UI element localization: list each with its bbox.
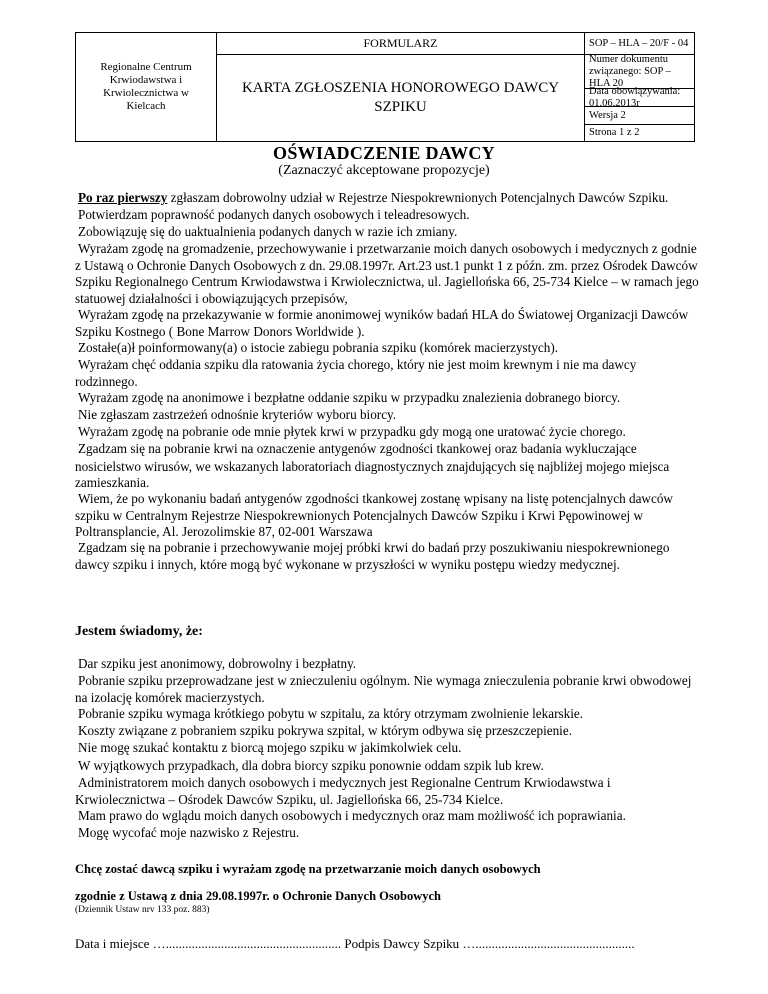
statement-item: Wyrażam zgodę na pobranie ode mnie płytek krwi w przypadku gdy mogą one uratować życie chorego. — [78, 424, 626, 440]
statement-item: Zostałe(a)ł poinformowany(a) o istocie zabiegu pobrania szpiku (komórek macierzystych). — [78, 339, 559, 355]
page-subtitle: (Zaznaczyć akceptowane propozycje) — [278, 163, 490, 178]
document-header — [75, 32, 695, 142]
aware-item: Pobranie szpiku przeprowadzane jest w znieczuleniu ogólnym. Nie wymaga znieczulenia pobranie krwi obwodowej na izolację komórek macierzystych. — [75, 673, 692, 706]
aware-item: W wyjątkowych przypadkach, dla dobra biorcy szpiku ponownie oddam szpik lub krew. — [78, 757, 544, 773]
aware-item: Administratorem moich danych osobowych i medycznych jest Regionalne Centrum Krwiodawstwa i Krwiolecznictwa – Ośrodek Dawców Szpiku, ul. Jagiellońska 66, 25-734 Kielce. — [75, 774, 611, 807]
signature-line: Data i miejsce …...................................................... Podpis Dawcy Szpiku …................................................. — [75, 936, 635, 951]
aware-item: Nie mogę szukać kontaktu z biorcą mojego szpiku w jakimkolwiek celu. — [78, 740, 462, 756]
statement-item: Wyrażam zgodę na anonimowe i bezpłatne oddanie szpiku w przypadku znalezienia dobranego biorcy. — [78, 390, 621, 406]
statement-item: Wyrażam chęć oddania szpiku dla ratowania życia chorego, który nie jest moim krewnym i nie ma dawcy rodzinnego. — [75, 356, 637, 390]
effective-date: Data obowiązywania: 01.06.2013r — [585, 89, 694, 107]
institution-name: Regionalne Centrum Krwiodawstwa i Krwiolecznictwa w Kielcach — [76, 33, 217, 141]
aware-item: Pobranie szpiku wymaga krótkiego pobytu w szpitalu, za który otrzymam zwolnienie lekarskie. — [78, 706, 584, 722]
statement-item: Wyrażam zgodę na gromadzenie, przechowywanie i przetwarzanie moich danych osobowych i medycznych z godnie z Ustawą o Ochronie Danych Osobowych z dn. 29.08.1997r. Art.23 ust.1 punkt 1 z późn. zm. przez Ośrodek Dawców Szpiku Regionalnego Centrum Krwiodawstwa i Krwiolecznictwa, ul. Jagiellońska 66, 25-734 Kielce – w ramach jego statuowej działalności i obowiązujących przepisów, — [75, 241, 699, 306]
page-title: OŚWIADCZENIE DAWCY — [273, 143, 495, 163]
statement-item: Potwierdzam poprawność podanych danych osobowych i teleadresowych. — [78, 207, 470, 223]
law-reference: (Dziennik Ustaw nrv 133 poz. 883) — [75, 905, 210, 915]
form-label: FORMULARZ — [217, 33, 585, 55]
consent-line-2: zgodnie z Ustawą z dnia 29.08.1997r. o Ochronie Danych Osobowych — [75, 889, 441, 903]
statements-list — [75, 190, 700, 573]
aware-item: Mogę wycofać moje nazwisko z Rejestru. — [78, 824, 300, 840]
statement-item: Zgadzam się na pobranie i przechowywanie mojej próbki krwi do badań przy poszukiwaniu niespokrewnionego dawcy szpiku i innych, które mogą być wykonane w przyszłości w wyniku postępu wiedzy medycznej. — [75, 539, 670, 573]
version: Wersja 2 — [585, 107, 694, 125]
statement-item: Wiem, że po wykonaniu badań antygenów zgodności tkankowej zostanę wpisany na listę potencjalnych dawców szpiku w Centralnym Rejestrze Niespokrewnionych Potencjalnych Dawców Szpiku i Krwi Pępowinowej w Poltransplancie, Al. Jerozolimskie 87, 02-001 Warszawa — [75, 490, 673, 539]
statement-item: Wyrażam zgodę na przekazywanie w formie anonimowej wyników badań HLA do Światowej Organizacji Dawców Szpiku Kostnego ( Bone Marrow Donors Worldwide ). — [75, 306, 689, 339]
aware-item: Mam prawo do wglądu moich danych osobowych i medycznych oraz mam możliwość ich poprawiania. — [78, 807, 626, 823]
aware-item: Dar szpiku jest anonimowy, dobrowolny i bezpłatny. — [78, 656, 357, 671]
related-doc: Numer dokumentu związanego: SOP – HLA 20 — [585, 55, 694, 89]
aware-list — [75, 656, 700, 842]
aware-item: Koszty związane z pobraniem szpiku pokrywa szpital, w którym odbywa się przeszczepienie. — [78, 723, 572, 739]
consent-line-1: Chcę zostać dawcą szpiku i wyrażam zgodę na przetwarzanie moich danych osobowych — [75, 862, 541, 876]
statement-item: Nie zgłaszam zastrzeżeń odnośnie kryteriów wyboru biorcy. — [78, 407, 397, 423]
form-title: KARTA ZGŁOSZENIA HONOROWEGO DAWCY SZPIKU — [217, 55, 585, 141]
aware-heading: Jestem świadomy, że: — [75, 624, 203, 639]
statement-item: Zobowiązuję się do uaktualnienia podanych danych w razie ich zmiany. — [78, 224, 458, 240]
statement-item: Zgadzam się na pobranie krwi na oznaczenie antygenów zgodności tkankowej oraz badania wykluczające nosicielstwo wirusów, we wskazanych laboratoriach diagnostycznych znajdujących się najbliżej mojego miejsca zamieszkania. — [75, 441, 670, 490]
statement-item: Po raz pierwszy zgłaszam dobrowolny udział w Rejestrze Niespokrewnionych Potencjalnych Dawców Szpiku. — [78, 190, 669, 205]
doc-code: SOP – HLA – 20/F - 04 — [585, 33, 694, 55]
emphasis-text: Po raz pierwszy — [78, 190, 168, 205]
page-number: Strona 1 z 2 — [589, 127, 640, 138]
